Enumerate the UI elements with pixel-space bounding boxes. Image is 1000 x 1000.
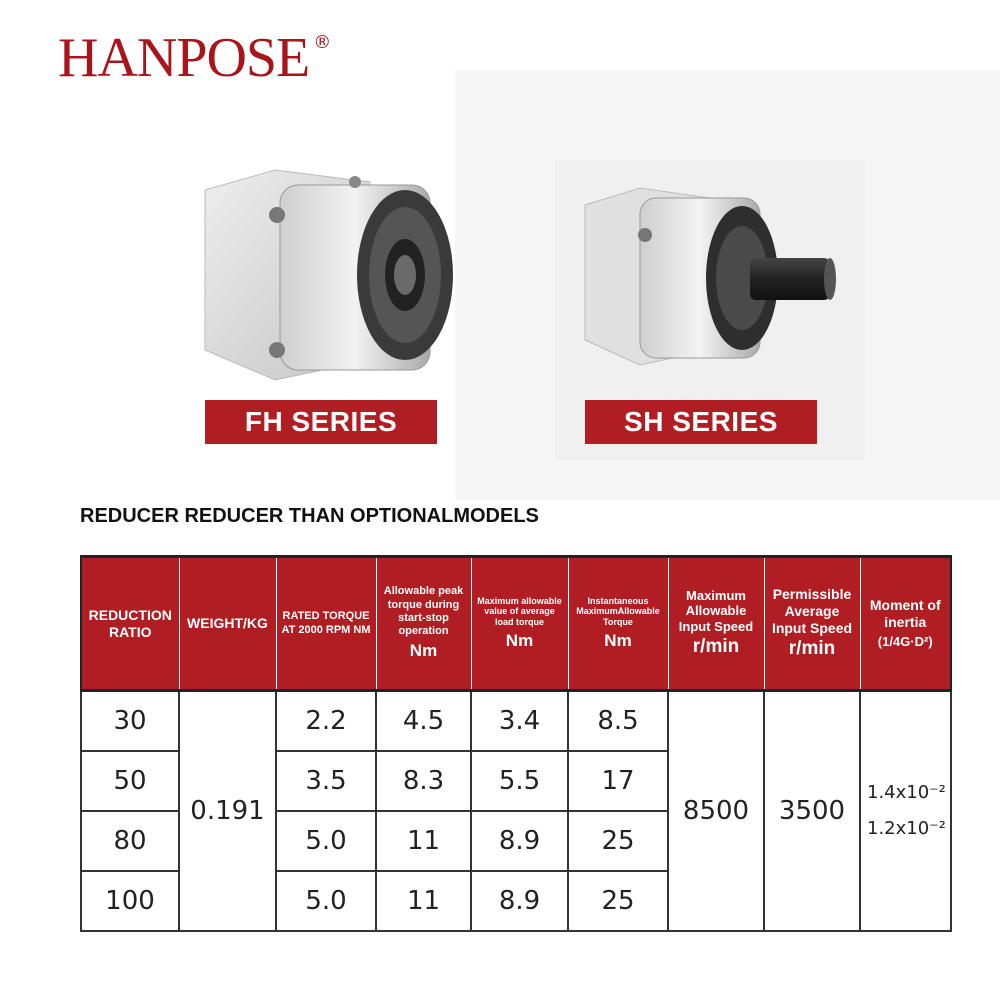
spec-table [80,555,952,932]
sh-series-button[interactable] [585,400,817,444]
peak-torque-cell: 4.5 [376,691,471,752]
brand-name: HANPOSE [58,27,310,89]
header-rated-torque: RATED TORQUE AT 2000 RPM NM [276,557,376,691]
section-title: REDUCER REDUCER THAN OPTIONALMODELS [80,505,539,527]
fh-series-image [195,160,455,395]
max-input-speed-cell: 8500 [668,691,764,932]
fh-series-button[interactable] [205,400,437,444]
instantaneous-torque-cell: 25 [568,871,668,931]
header-moment-of-inertia: Moment of inertia (1/4G·D²) [860,557,951,691]
header-weight: WEIGHT/KG [179,557,276,691]
header-instantaneous-torque: Instantaneous MaximumAllowable Torque Nm [568,557,668,691]
inertia-value: 1.2x10⁻² [867,818,946,839]
sh-series-image [580,180,840,375]
inertia-cell [860,691,951,932]
header-average-load-torque: Maximum allowable value of average load torque Nm [471,557,568,691]
registered-mark: ® [313,32,331,53]
average-torque-cell: 8.9 [471,811,568,871]
rated-torque-cell: 5.0 [276,871,376,931]
rated-torque-cell: 3.5 [276,751,376,811]
table-row [81,691,951,752]
average-torque-cell: 3.4 [471,691,568,752]
instantaneous-torque-cell: 17 [568,751,668,811]
header-max-input-speed: Maximum Allowable Input Speed r/min [668,557,764,691]
fh-series-label: FH SERIES [244,406,398,437]
brand-logo [58,27,331,89]
table-header-row [81,557,951,691]
sh-series-label: SH SERIES [624,406,778,437]
inertia-value: 1.4x10⁻² [867,782,946,803]
peak-torque-cell: 8.3 [376,751,471,811]
header-peak-torque: Allowable peak torque during start-stop operation Nm [376,557,471,691]
average-torque-cell: 8.9 [471,871,568,931]
peak-torque-cell: 11 [376,871,471,931]
ratio-cell: 80 [81,811,179,871]
peak-torque-cell: 11 [376,811,471,871]
header-reduction-ratio: REDUCTION RATIO [81,557,179,691]
instantaneous-torque-cell: 8.5 [568,691,668,752]
ratio-cell: 50 [81,751,179,811]
average-torque-cell: 5.5 [471,751,568,811]
rated-torque-cell: 5.0 [276,811,376,871]
instantaneous-torque-cell: 25 [568,811,668,871]
avg-input-speed-cell: 3500 [764,691,860,932]
header-avg-input-speed: Permissible Average Input Speed r/min [764,557,860,691]
weight-cell: 0.191 [179,691,276,932]
ratio-cell: 30 [81,691,179,752]
rated-torque-cell: 2.2 [276,691,376,752]
ratio-cell: 100 [81,871,179,931]
